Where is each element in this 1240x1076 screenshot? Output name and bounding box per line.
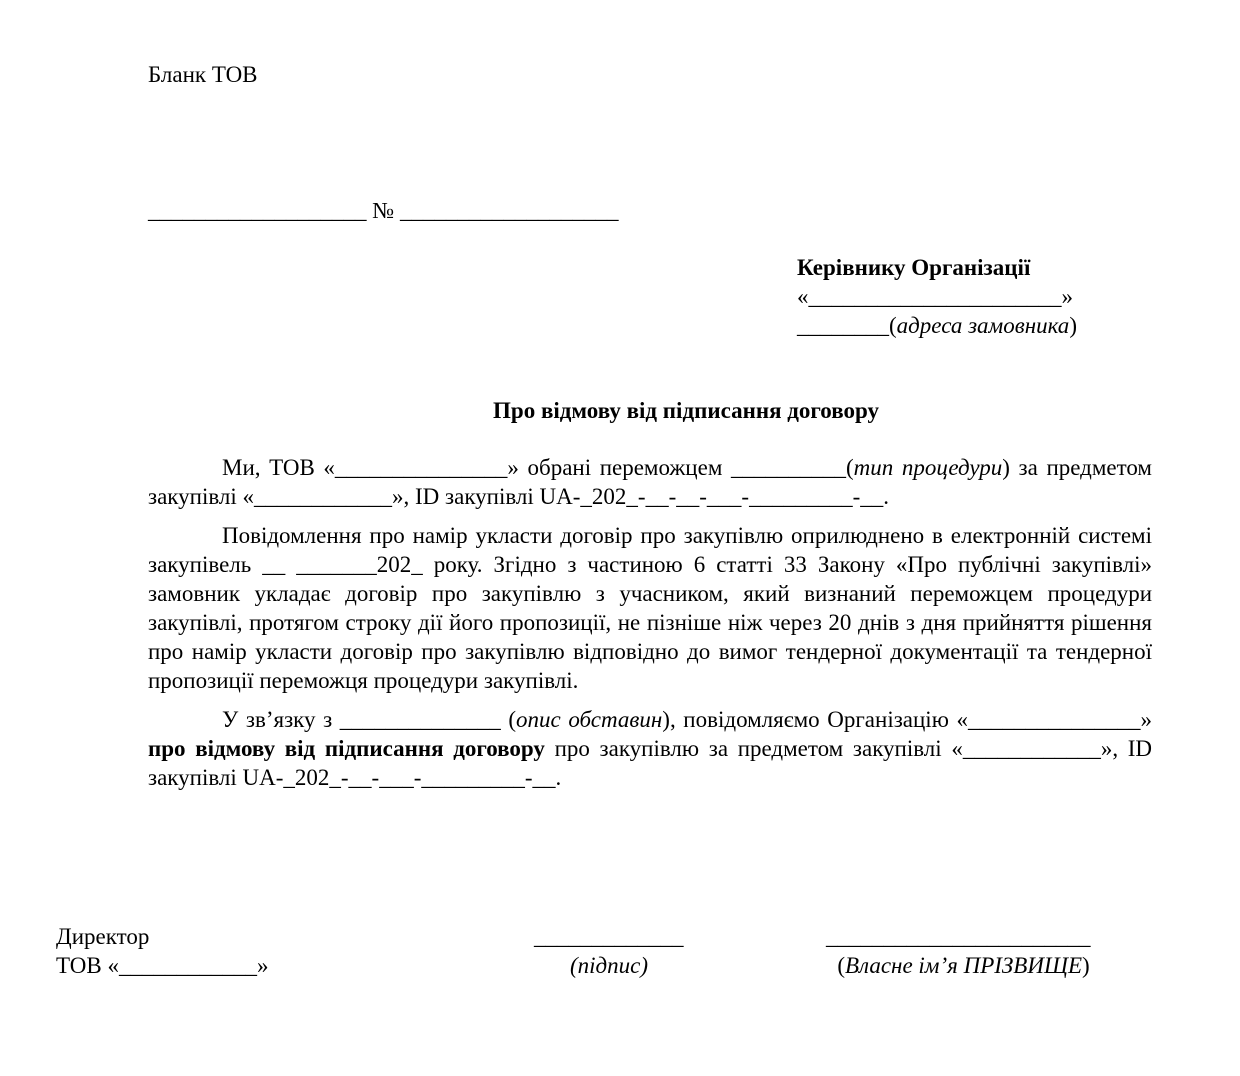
para3-hint: опис обставин <box>516 707 663 732</box>
name-close: ) <box>1082 953 1090 978</box>
number-blank: ___________________ <box>399 198 619 223</box>
number-sign: № <box>372 198 395 223</box>
address-blank: ________ <box>797 313 889 338</box>
address-hint: адреса замовника <box>896 313 1070 338</box>
letterhead: Бланк ТОВ <box>148 62 258 87</box>
registration-line <box>148 196 618 225</box>
signature-line: _____________ <box>534 924 684 949</box>
signature-block <box>534 922 684 980</box>
para1-text-b: ) за предметом закупівлі «____________», ID закупівлі UA-_202_-__-__-___-_________-__. <box>148 455 1152 509</box>
para3-bold: про відмову від підписання договору <box>148 736 545 761</box>
name-open: ( <box>837 953 845 978</box>
paragraph-2: Повідомлення про намір укласти договір про закупівлю оприлюднено в електронній системі закупівель __ _______202_ року. Згідно з частиною 6 статті 33 Закону «Про публічні закупівлі» замовник укладає договір про закупівлю з учасником, який визнаний переможцем процедури закупівлі, протягом строку дії його пропозиції, не пізніше ніж через 20 днів з дня прийняття рішення про намір укласти договір про закупівлю відповідно до вимог тендерної документації та тендерної пропозиції переможця процедури закупівлі. <box>148 523 1152 693</box>
signatory-company: ТОВ «____________» <box>56 953 269 978</box>
name-caption <box>826 951 1101 980</box>
signatory-position: Директор <box>56 924 150 949</box>
para1-text-a: Ми, ТОВ «_______________» обрані переможцем __________( <box>222 455 854 480</box>
paragraph-3 <box>148 705 1152 792</box>
addressee-address: ________(адреса замовника) <box>797 313 1077 338</box>
signature-hint: (підпис) <box>569 953 649 978</box>
signatory-block <box>56 922 268 980</box>
name-block <box>826 922 1101 980</box>
addressee-org: «______________________» <box>797 284 1073 309</box>
para1-hint: тип процедури <box>853 455 1003 480</box>
para3-text-b: ), повідомляємо Організацію «_______________» <box>662 707 1152 732</box>
date-blank: ___________________ <box>148 198 367 223</box>
letter-body <box>148 453 1152 802</box>
addressee-title: Керівнику Організації <box>797 255 1031 280</box>
letter-subject: Про відмову від підписання договору <box>493 398 879 423</box>
paragraph-1 <box>148 453 1152 511</box>
para3-text-a: У зв’язку з ______________ ( <box>222 707 517 732</box>
addressee-block <box>797 253 1077 340</box>
name-hint: Власне ім’я ПРІЗВИЩЕ <box>844 953 1082 978</box>
name-line: _______________________ <box>826 924 1091 949</box>
para3-text-c: про закупівлю за предметом закупівлі «____________», ID закупівлі UA-_202_-__-___-_________-__. <box>148 736 1152 790</box>
